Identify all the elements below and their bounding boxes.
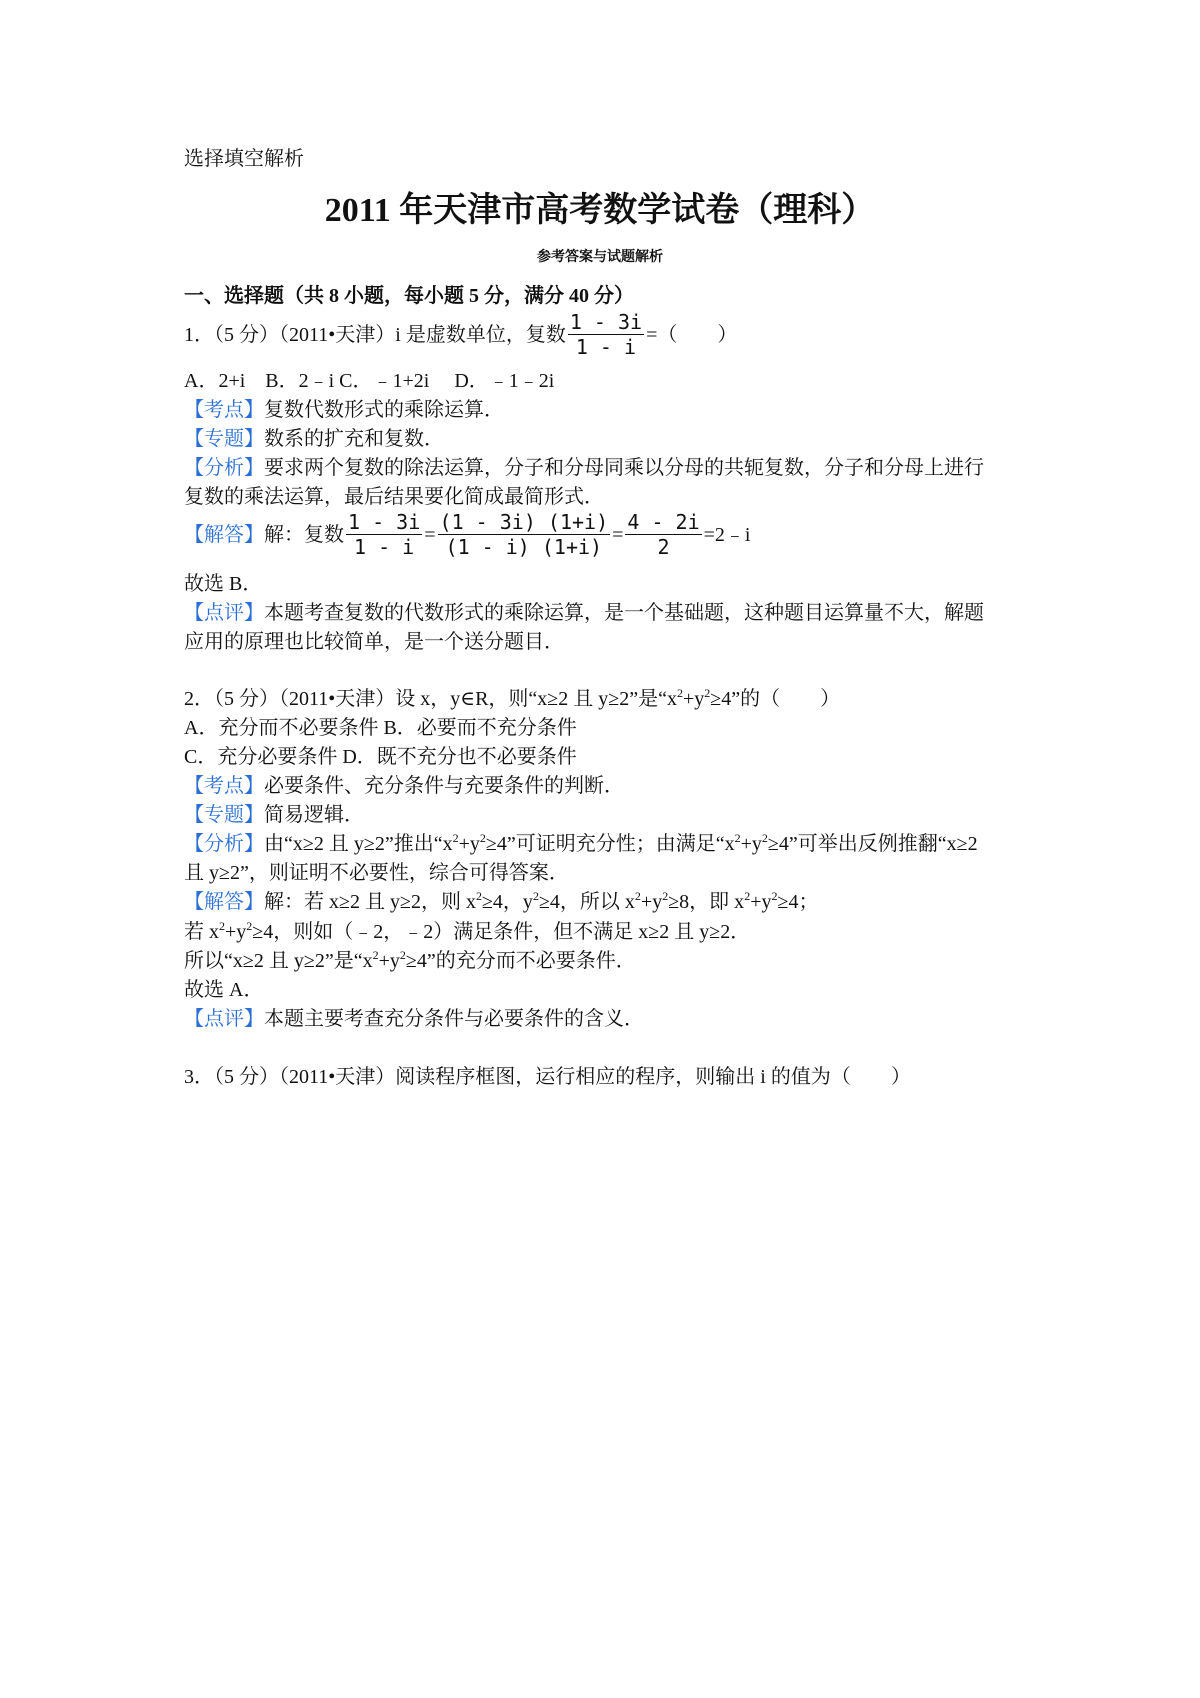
q1-frac-denominator: 1 - i (575, 335, 637, 359)
q2-options-ab: A．充分而不必要条件 B．必要而不充分条件 (184, 717, 577, 739)
dianping-tag: 【点评】 (184, 602, 264, 624)
superscript-2: 2 (219, 919, 225, 933)
zhuanti-tag: 【专题】 (184, 804, 264, 826)
q1-jieda-frac-3-den: 2 (657, 535, 670, 559)
q1-stem-prefix: 1．（5 分）（2011•天津）i 是虚数单位，复数 (184, 323, 566, 346)
superscript-2: 2 (532, 889, 539, 903)
zhuanti-tag: 【专题】 (184, 428, 264, 450)
q2-line3-c: ≥4”的充分而不必要条件． (405, 950, 636, 972)
q1-fenxi-text-1: 要求两个复数的除法运算，分子和分母同乘以分母的共轭复数，分子和分母上进行 (264, 457, 984, 479)
q2-jieda-a: 解：若 x≥2 且 y≥2，则 x (264, 891, 476, 913)
q2-jieda-b: ≥4，y (481, 891, 533, 913)
q2-line2-c: ≥4，则如（﹣2，﹣2）满足条件，但不满足 x≥2 且 y≥2． (252, 921, 751, 943)
superscript-2: 2 (479, 831, 486, 845)
superscript-2: 2 (734, 831, 741, 845)
q1-stem-suffix: =（ ） (646, 323, 738, 346)
fenxi-tag: 【分析】 (184, 833, 264, 855)
q2-stem-c: ≥4”的（ ） (710, 688, 841, 710)
equals-sign: = (612, 523, 624, 546)
q1-kaodian (184, 396, 504, 424)
fenxi-tag: 【分析】 (184, 457, 264, 479)
superscript-2: 2 (372, 948, 379, 962)
superscript-2: 2 (452, 831, 459, 845)
superscript-2: 2 (246, 919, 253, 933)
q1-jieda-prefix: 解：复数 (264, 523, 344, 546)
q1-fenxi-text-2: 复数的乘法运算，最后结果要化简成最简形式． (184, 486, 604, 508)
q2-stem (184, 685, 840, 713)
q3-stem: 3．（5 分）（2011•天津）阅读程序框图，运行相应的程序，则输出 i 的值为（ ） (184, 1066, 911, 1088)
q2-jieda-d: +y (640, 891, 663, 913)
equals-sign: = (424, 523, 436, 546)
q2-jieda-line-2 (184, 918, 750, 946)
q2-options-cd: C．充分必要条件 D．既不充分也不必要条件 (184, 746, 577, 768)
q1-stem (184, 310, 737, 359)
q2-line3-a: 所以“x≥2 且 y≥2”是“x (184, 950, 373, 972)
q2-jieda-f: +y (750, 891, 772, 913)
q2-fenxi-a: 由“x≥2 且 y≥2”推出“x (264, 833, 453, 855)
q2-jieda (184, 888, 818, 916)
q1-fenxi (184, 454, 984, 482)
q1-dianping (184, 599, 984, 627)
q1-jieda-frac-3 (625, 510, 701, 559)
q2-fenxi-e: ≥4”可举出反例推翻“x≥2 (767, 833, 978, 855)
q2-line3-b: +y (378, 950, 400, 972)
q2-zhuanti (184, 801, 364, 829)
kaodian-tag: 【考点】 (184, 399, 264, 421)
section-title: 一、选择题（共 8 小题，每小题 5 分，满分 40 分） (184, 285, 634, 307)
q2-jieda-e: ≥8，即 x (668, 891, 745, 913)
q1-jieda-frac-2-den: (1 - i) (1+i) (445, 535, 603, 559)
dianping-tag: 【点评】 (184, 1008, 264, 1030)
superscript-2: 2 (677, 686, 683, 700)
q1-jieda-result: =2﹣i (703, 523, 751, 546)
q2-fenxi-b: +y (458, 833, 480, 855)
q2-jieda-g: ≥4； (777, 891, 819, 913)
q2-choose: 故选 A． (184, 979, 264, 1001)
q2-zhuanti-text: 简易逻辑． (264, 804, 364, 826)
q1-jieda (184, 510, 750, 559)
q1-jieda-frac-1 (346, 510, 422, 559)
q1-kaodian-text: 复数代数形式的乘除运算． (264, 399, 504, 421)
superscript-2: 2 (399, 948, 406, 962)
page-title: 2011 年天津市高考数学试卷（理科） (324, 192, 876, 229)
superscript-2: 2 (771, 889, 778, 903)
page-subtitle: 参考答案与试题解析 (537, 250, 663, 265)
superscript-2: 2 (662, 889, 669, 903)
superscript-2: 2 (761, 831, 768, 845)
q1-jieda-frac-2 (438, 510, 611, 559)
q1-options: A．2+i B．2﹣i C．﹣1+2i D．﹣1﹣2i (184, 370, 555, 392)
q2-line2-b: +y (225, 921, 247, 943)
superscript-2: 2 (634, 889, 641, 903)
superscript-2: 2 (704, 686, 711, 700)
kaodian-tag: 【考点】 (184, 775, 264, 797)
q2-kaodian-text: 必要条件、充分条件与充要条件的判断． (264, 775, 624, 797)
q1-jieda-frac-1-num: 1 - 3i (348, 510, 421, 534)
q2-line2-a: 若 x (184, 921, 219, 943)
q1-dianping-text-1: 本题考查复数的代数形式的乘除运算，是一个基础题，这种题目运算量不大，解题 (264, 602, 984, 624)
q1-zhuanti-text: 数系的扩充和复数． (264, 428, 444, 450)
q2-fenxi (184, 830, 978, 858)
q1-choose: 故选 B． (184, 573, 263, 595)
q2-fenxi-text-2: 且 y≥2”，则证明不必要性，综合可得答案． (184, 862, 569, 884)
superscript-2: 2 (744, 889, 751, 903)
q1-jieda-frac-3-num: 4 - 2i (627, 510, 700, 534)
q2-stem-a: 2．（5 分）（2011•天津）设 x，y∈R，则“x≥2 且 y≥2”是“x (184, 688, 677, 710)
q2-jieda-line-3 (184, 947, 636, 975)
jieda-tag: 【解答】 (184, 523, 264, 546)
q2-fenxi-c: ≥4”可证明充分性；由满足“x (485, 833, 735, 855)
jieda-tag: 【解答】 (184, 891, 264, 913)
q2-jieda-c: ≥4，所以 x (538, 891, 635, 913)
q1-dianping-text-2: 应用的原理也比较简单，是一个送分题目． (184, 631, 564, 653)
q2-stem-b: +y (683, 688, 705, 710)
header-note: 选择填空解析 (184, 148, 304, 170)
q1-zhuanti (184, 425, 444, 453)
superscript-2: 2 (475, 889, 482, 903)
q1-frac-numerator: 1 - 3i (569, 310, 643, 334)
q1-jieda-frac-2-num: (1 - 3i) (1+i) (439, 510, 609, 534)
q2-dianping-text: 本题主要考查充分条件与必要条件的含义． (264, 1008, 644, 1030)
q2-kaodian (184, 772, 624, 800)
q2-fenxi-d: +y (740, 833, 762, 855)
q1-jieda-frac-1-den: 1 - i (354, 535, 415, 559)
q2-dianping (184, 1005, 644, 1033)
q1-fraction (568, 310, 644, 359)
